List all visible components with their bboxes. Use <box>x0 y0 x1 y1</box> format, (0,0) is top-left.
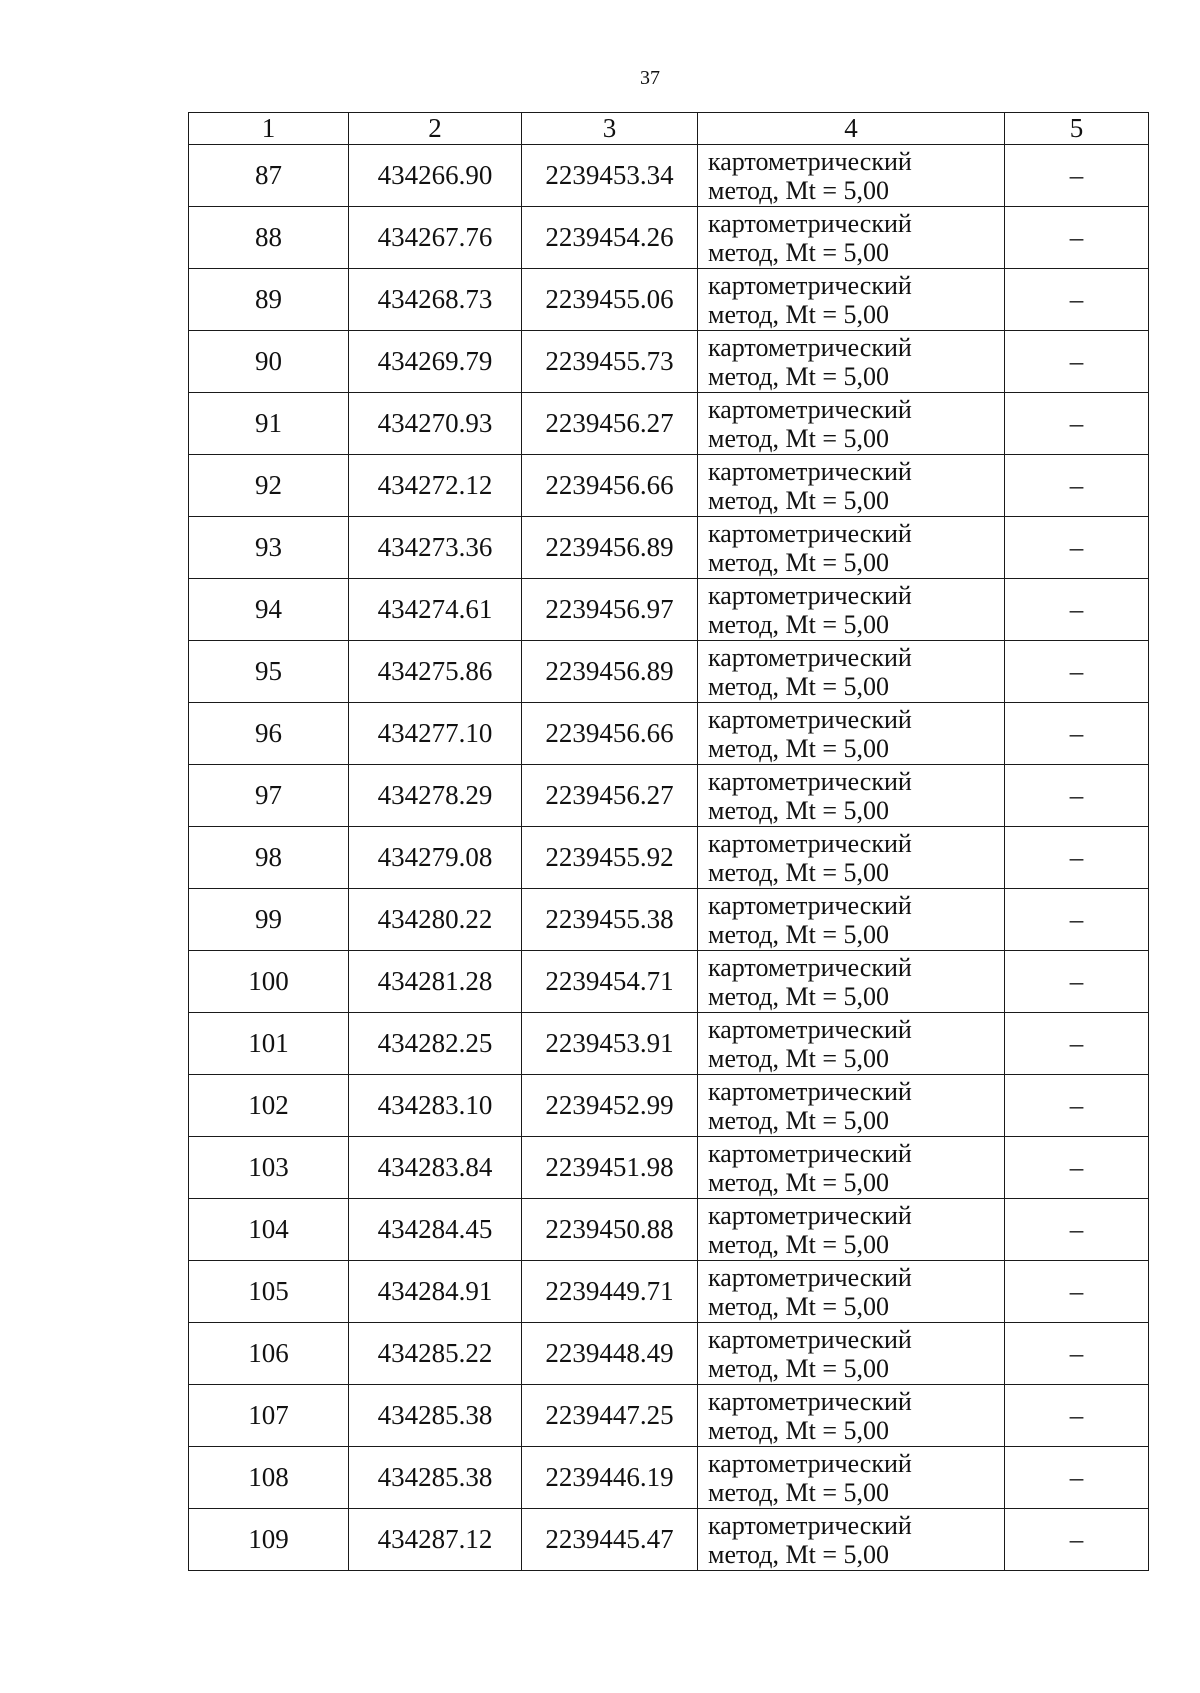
table-row <box>189 517 1149 579</box>
y-coordinate-cell: 2239455.92 <box>522 827 698 889</box>
y-coordinate-cell: 2239455.73 <box>522 331 698 393</box>
x-coordinate-cell: 434269.79 <box>349 331 522 393</box>
method-text-line-2: метод, Mt = 5,00 <box>708 733 889 763</box>
x-coordinate-cell: 434284.91 <box>349 1261 522 1323</box>
header-col-3: 3 <box>522 113 698 145</box>
note-cell: – <box>1005 1323 1149 1385</box>
x-coordinate-cell: 434270.93 <box>349 393 522 455</box>
method-text-line-1: картометрический <box>708 1076 912 1106</box>
y-coordinate-cell: 2239454.26 <box>522 207 698 269</box>
header-col-5: 5 <box>1005 113 1149 145</box>
method-text-line-1: картометрический <box>708 208 912 238</box>
method-text-line-2: метод, Mt = 5,00 <box>708 547 889 577</box>
x-coordinate-cell: 434277.10 <box>349 703 522 765</box>
method-text-line-1: картометрический <box>708 704 912 734</box>
point-number-cell: 93 <box>189 517 349 579</box>
note-cell: – <box>1005 1075 1149 1137</box>
method-text-line-2: метод, Mt = 5,00 <box>708 423 889 453</box>
y-coordinate-cell: 2239456.97 <box>522 579 698 641</box>
method-cell <box>698 703 1005 765</box>
table-header <box>189 113 1149 145</box>
method-text-line-2: метод, Mt = 5,00 <box>708 609 889 639</box>
method-text-line-2: метод, Mt = 5,00 <box>708 361 889 391</box>
method-text-line-2: метод, Mt = 5,00 <box>708 485 889 515</box>
y-coordinate-cell: 2239453.34 <box>522 145 698 207</box>
table-row <box>189 1199 1149 1261</box>
table-row <box>189 1385 1149 1447</box>
header-col-2: 2 <box>349 113 522 145</box>
method-cell <box>698 1447 1005 1509</box>
method-text-line-2: метод, Mt = 5,00 <box>708 1105 889 1135</box>
method-text-line-2: метод, Mt = 5,00 <box>708 795 889 825</box>
table-row <box>189 579 1149 641</box>
x-coordinate-cell: 434284.45 <box>349 1199 522 1261</box>
point-number-cell: 107 <box>189 1385 349 1447</box>
header-row <box>189 113 1149 145</box>
y-coordinate-cell: 2239456.89 <box>522 517 698 579</box>
point-number-cell: 92 <box>189 455 349 517</box>
table-row <box>189 1261 1149 1323</box>
method-cell <box>698 1385 1005 1447</box>
note-cell: – <box>1005 889 1149 951</box>
method-text-line-2: метод, Mt = 5,00 <box>708 1539 889 1569</box>
y-coordinate-cell: 2239448.49 <box>522 1323 698 1385</box>
note-cell: – <box>1005 1509 1149 1571</box>
point-number-cell: 96 <box>189 703 349 765</box>
method-text-line-2: метод, Mt = 5,00 <box>708 237 889 267</box>
note-cell: – <box>1005 1013 1149 1075</box>
method-cell <box>698 1137 1005 1199</box>
method-text-line-1: картометрический <box>708 642 912 672</box>
method-text-line-1: картометрический <box>708 1386 912 1416</box>
x-coordinate-cell: 434272.12 <box>349 455 522 517</box>
table-row <box>189 1509 1149 1571</box>
y-coordinate-cell: 2239453.91 <box>522 1013 698 1075</box>
method-cell <box>698 1323 1005 1385</box>
table-row <box>189 641 1149 703</box>
point-number-cell: 106 <box>189 1323 349 1385</box>
method-cell <box>698 455 1005 517</box>
table-row <box>189 455 1149 517</box>
point-number-cell: 99 <box>189 889 349 951</box>
table-row <box>189 1323 1149 1385</box>
note-cell: – <box>1005 331 1149 393</box>
y-coordinate-cell: 2239456.66 <box>522 703 698 765</box>
table-row <box>189 827 1149 889</box>
point-number-cell: 102 <box>189 1075 349 1137</box>
point-number-cell: 95 <box>189 641 349 703</box>
method-cell <box>698 827 1005 889</box>
table-row <box>189 951 1149 1013</box>
table-row <box>189 1075 1149 1137</box>
x-coordinate-cell: 434267.76 <box>349 207 522 269</box>
header-col-1: 1 <box>189 113 349 145</box>
method-text-line-2: метод, Mt = 5,00 <box>708 175 889 205</box>
method-text-line-1: картометрический <box>708 332 912 362</box>
point-number-cell: 109 <box>189 1509 349 1571</box>
y-coordinate-cell: 2239456.27 <box>522 393 698 455</box>
method-cell <box>698 331 1005 393</box>
method-cell <box>698 889 1005 951</box>
note-cell: – <box>1005 207 1149 269</box>
method-cell <box>698 951 1005 1013</box>
note-cell: – <box>1005 455 1149 517</box>
method-text-line-1: картометрический <box>708 1200 912 1230</box>
table-row <box>189 765 1149 827</box>
y-coordinate-cell: 2239454.71 <box>522 951 698 1013</box>
table-row <box>189 703 1149 765</box>
method-text-line-1: картометрический <box>708 828 912 858</box>
table-row <box>189 145 1149 207</box>
note-cell: – <box>1005 269 1149 331</box>
method-text-line-1: картометрический <box>708 952 912 982</box>
point-number-cell: 90 <box>189 331 349 393</box>
note-cell: – <box>1005 579 1149 641</box>
header-col-4: 4 <box>698 113 1005 145</box>
method-cell <box>698 145 1005 207</box>
method-cell <box>698 579 1005 641</box>
x-coordinate-cell: 434273.36 <box>349 517 522 579</box>
point-number-cell: 108 <box>189 1447 349 1509</box>
x-coordinate-cell: 434275.86 <box>349 641 522 703</box>
table-row <box>189 331 1149 393</box>
table-row <box>189 889 1149 951</box>
x-coordinate-cell: 434268.73 <box>349 269 522 331</box>
x-coordinate-cell: 434285.22 <box>349 1323 522 1385</box>
method-text-line-1: картометрический <box>708 146 912 176</box>
table-row <box>189 393 1149 455</box>
note-cell: – <box>1005 1261 1149 1323</box>
x-coordinate-cell: 434278.29 <box>349 765 522 827</box>
point-number-cell: 94 <box>189 579 349 641</box>
point-number-cell: 104 <box>189 1199 349 1261</box>
y-coordinate-cell: 2239455.38 <box>522 889 698 951</box>
point-number-cell: 100 <box>189 951 349 1013</box>
method-cell <box>698 269 1005 331</box>
note-cell: – <box>1005 393 1149 455</box>
method-cell <box>698 641 1005 703</box>
note-cell: – <box>1005 1199 1149 1261</box>
table-row <box>189 1137 1149 1199</box>
method-text-line-2: метод, Mt = 5,00 <box>708 1229 889 1259</box>
y-coordinate-cell: 2239452.99 <box>522 1075 698 1137</box>
note-cell: – <box>1005 765 1149 827</box>
point-number-cell: 101 <box>189 1013 349 1075</box>
x-coordinate-cell: 434281.28 <box>349 951 522 1013</box>
method-text-line-2: метод, Mt = 5,00 <box>708 1415 889 1445</box>
method-cell <box>698 1075 1005 1137</box>
x-coordinate-cell: 434279.08 <box>349 827 522 889</box>
y-coordinate-cell: 2239455.06 <box>522 269 698 331</box>
method-text-line-2: метод, Mt = 5,00 <box>708 1291 889 1321</box>
method-text-line-2: метод, Mt = 5,00 <box>708 671 889 701</box>
note-cell: – <box>1005 145 1149 207</box>
method-cell <box>698 765 1005 827</box>
x-coordinate-cell: 434283.84 <box>349 1137 522 1199</box>
method-text-line-1: картометрический <box>708 766 912 796</box>
y-coordinate-cell: 2239449.71 <box>522 1261 698 1323</box>
point-number-cell: 87 <box>189 145 349 207</box>
point-number-cell: 103 <box>189 1137 349 1199</box>
point-number-cell: 88 <box>189 207 349 269</box>
method-text-line-1: картометрический <box>708 270 912 300</box>
method-text-line-2: метод, Mt = 5,00 <box>708 857 889 887</box>
y-coordinate-cell: 2239447.25 <box>522 1385 698 1447</box>
method-text-line-2: метод, Mt = 5,00 <box>708 299 889 329</box>
note-cell: – <box>1005 1137 1149 1199</box>
x-coordinate-cell: 434282.25 <box>349 1013 522 1075</box>
x-coordinate-cell: 434287.12 <box>349 1509 522 1571</box>
point-number-cell: 97 <box>189 765 349 827</box>
method-text-line-1: картометрический <box>708 890 912 920</box>
y-coordinate-cell: 2239456.89 <box>522 641 698 703</box>
method-text-line-2: метод, Mt = 5,00 <box>708 1167 889 1197</box>
point-number-cell: 89 <box>189 269 349 331</box>
method-text-line-1: картометрический <box>708 518 912 548</box>
y-coordinate-cell: 2239446.19 <box>522 1447 698 1509</box>
y-coordinate-cell: 2239456.66 <box>522 455 698 517</box>
x-coordinate-cell: 434280.22 <box>349 889 522 951</box>
note-cell: – <box>1005 951 1149 1013</box>
method-text-line-2: метод, Mt = 5,00 <box>708 981 889 1011</box>
note-cell: – <box>1005 703 1149 765</box>
method-cell <box>698 393 1005 455</box>
method-text-line-1: картометрический <box>708 1014 912 1044</box>
table-row <box>189 1447 1149 1509</box>
method-text-line-1: картометрический <box>708 580 912 610</box>
method-cell <box>698 207 1005 269</box>
method-cell <box>698 1199 1005 1261</box>
method-cell <box>698 1509 1005 1571</box>
method-text-line-1: картометрический <box>708 1324 912 1354</box>
table-row <box>189 207 1149 269</box>
method-cell <box>698 517 1005 579</box>
y-coordinate-cell: 2239445.47 <box>522 1509 698 1571</box>
x-coordinate-cell: 434285.38 <box>349 1447 522 1509</box>
note-cell: – <box>1005 827 1149 889</box>
method-text-line-1: картометрический <box>708 1448 912 1478</box>
note-cell: – <box>1005 517 1149 579</box>
method-text-line-1: картометрический <box>708 1510 912 1540</box>
method-cell <box>698 1013 1005 1075</box>
note-cell: – <box>1005 1447 1149 1509</box>
x-coordinate-cell: 434266.90 <box>349 145 522 207</box>
note-cell: – <box>1005 1385 1149 1447</box>
method-cell <box>698 1261 1005 1323</box>
y-coordinate-cell: 2239456.27 <box>522 765 698 827</box>
method-text-line-1: картометрический <box>708 394 912 424</box>
table-row <box>189 1013 1149 1075</box>
point-number-cell: 98 <box>189 827 349 889</box>
table-row <box>189 269 1149 331</box>
point-number-cell: 91 <box>189 393 349 455</box>
coordinates-table <box>188 112 1149 1571</box>
method-text-line-2: метод, Mt = 5,00 <box>708 1477 889 1507</box>
method-text-line-2: метод, Mt = 5,00 <box>708 1043 889 1073</box>
method-text-line-1: картометрический <box>708 456 912 486</box>
y-coordinate-cell: 2239451.98 <box>522 1137 698 1199</box>
x-coordinate-cell: 434274.61 <box>349 579 522 641</box>
table-body <box>189 145 1149 1571</box>
y-coordinate-cell: 2239450.88 <box>522 1199 698 1261</box>
method-text-line-1: картометрический <box>708 1138 912 1168</box>
method-text-line-2: метод, Mt = 5,00 <box>708 919 889 949</box>
page-number: 37 <box>640 67 660 89</box>
method-text-line-2: метод, Mt = 5,00 <box>708 1353 889 1383</box>
point-number-cell: 105 <box>189 1261 349 1323</box>
x-coordinate-cell: 434283.10 <box>349 1075 522 1137</box>
method-text-line-1: картометрический <box>708 1262 912 1292</box>
note-cell: – <box>1005 641 1149 703</box>
x-coordinate-cell: 434285.38 <box>349 1385 522 1447</box>
